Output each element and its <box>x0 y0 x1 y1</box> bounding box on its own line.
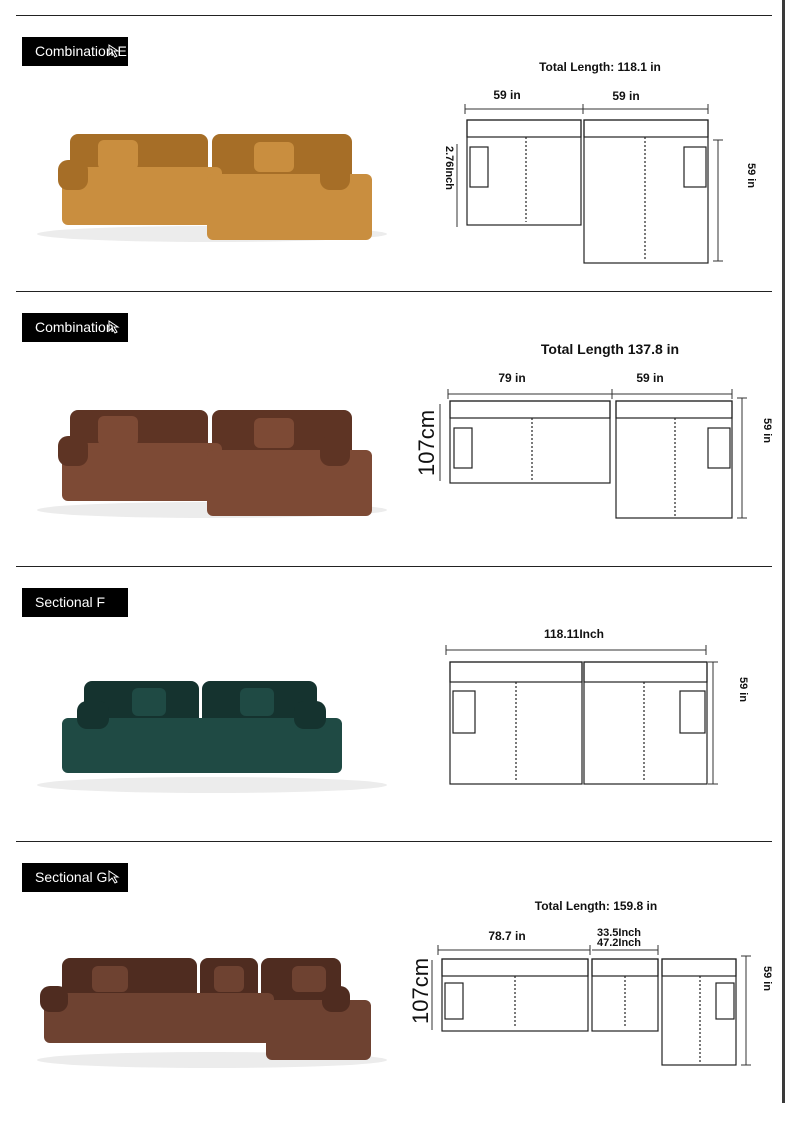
sofa-arm <box>77 701 109 729</box>
floor-shadow <box>37 777 387 793</box>
height-label: 107cm <box>414 409 439 476</box>
pillow <box>98 416 138 446</box>
sofa-arm <box>320 436 350 466</box>
product-section-sectional-f <box>0 573 780 848</box>
depth-label: 59 in <box>761 418 773 444</box>
left-width-label: 78.7 in <box>488 929 526 943</box>
depth-label: 59 in <box>761 966 773 992</box>
product-section-combination-e <box>0 22 780 297</box>
depth-label: 59 in <box>737 677 749 703</box>
dimension-diagram <box>400 52 780 292</box>
section-label <box>22 37 128 66</box>
total-length-label: 118.11Inch <box>543 627 605 641</box>
dimension-diagram <box>400 888 780 1128</box>
dimension-diagram <box>400 336 780 576</box>
section-label-text: Sectional F <box>35 594 106 610</box>
section-label-text: Combination <box>35 319 114 335</box>
total-length-label: Total Length 137.8 in <box>540 341 680 357</box>
sofa-arm <box>320 160 350 190</box>
product-section-sectional-g <box>0 848 780 1123</box>
product-section-combination <box>0 298 780 573</box>
section-label-text: Combination E <box>35 43 127 59</box>
dimension-diagram <box>400 621 780 861</box>
pillow <box>254 142 294 172</box>
mid-width-b-label: 47.2Inch <box>596 937 642 949</box>
left-width-label: 79 in <box>498 371 526 385</box>
right-width-label: 59 in <box>612 89 640 103</box>
sofa-arm <box>40 986 68 1012</box>
sofa-seat <box>44 993 274 1043</box>
pillow <box>254 418 294 448</box>
sofa-arm <box>58 160 88 190</box>
mid-width-a-label: 33.5Inch <box>596 927 642 939</box>
sofa-photo <box>22 908 400 1083</box>
divider <box>16 15 772 16</box>
section-label <box>22 313 128 342</box>
pillow <box>240 688 274 716</box>
section-label <box>22 863 128 892</box>
height-label: 107cm <box>408 957 433 1024</box>
pillow <box>92 966 128 992</box>
section-label-text: Sectional G <box>35 869 108 885</box>
sofa-arm <box>58 436 88 466</box>
cursor-icon <box>108 320 120 334</box>
total-length-label: Total Length: 118.1 in <box>539 60 661 74</box>
pillow <box>98 140 138 170</box>
pillow <box>214 966 244 992</box>
cursor-icon <box>108 870 120 884</box>
sofa-photo <box>22 633 400 808</box>
page-right-edge <box>782 0 785 1103</box>
section-label <box>22 588 128 617</box>
right-width-label: 59 in <box>636 371 664 385</box>
sofa-photo <box>22 82 400 257</box>
sofa-chaise <box>266 1000 371 1060</box>
pillow <box>292 966 326 992</box>
left-width-label: 59 in <box>493 88 521 102</box>
depth-label: 59 in <box>745 163 757 189</box>
pillow <box>132 688 166 716</box>
sofa-photo <box>22 358 400 533</box>
height-label: 2.76Inch <box>443 146 455 191</box>
sofa-arm <box>294 701 326 729</box>
sofa-arm <box>322 986 350 1012</box>
total-length-label: Total Length: 159.8 in <box>534 899 658 913</box>
cursor-icon <box>108 44 120 58</box>
